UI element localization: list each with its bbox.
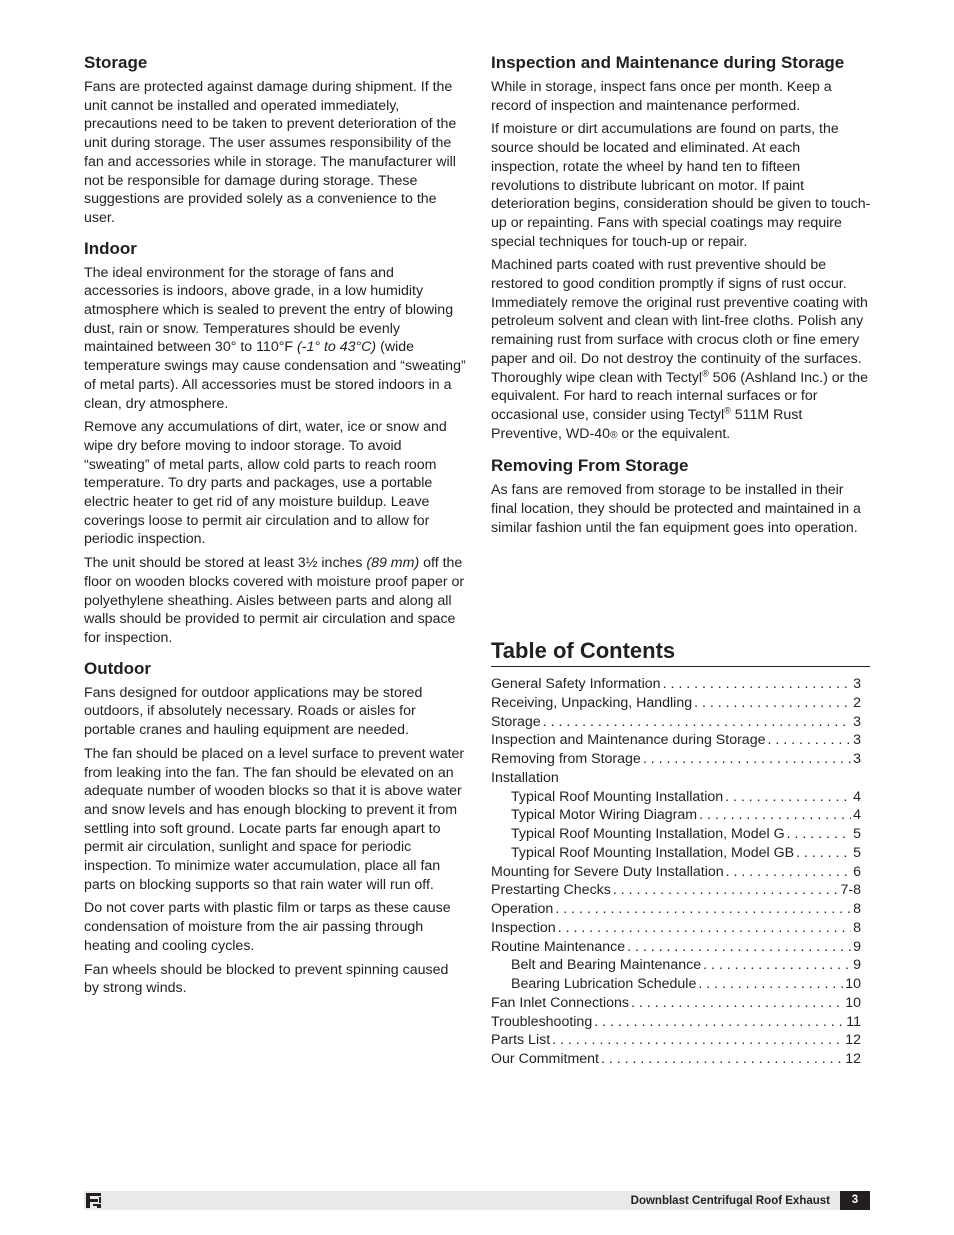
toc-leader-dots — [552, 1031, 843, 1050]
right-column — [491, 52, 871, 542]
toc-entry-label: Receiving, Unpacking, Handling — [491, 694, 693, 711]
toc-entry-page: 11 — [846, 1013, 861, 1030]
toc-entry-page: 7-8 — [840, 882, 861, 899]
toc-leader-dots — [767, 731, 851, 750]
toc-entry-label: Troubleshooting — [491, 1013, 593, 1030]
toc-entry-page: 3 — [853, 713, 861, 730]
toc-entry[interactable] — [491, 863, 861, 882]
toc-entry-page: 12 — [845, 1051, 861, 1067]
toc-leader-dots — [699, 806, 851, 825]
toc-leader-dots — [613, 881, 839, 900]
toc-entry-page: 6 — [853, 863, 861, 880]
toc-entry-label: Storage — [491, 713, 541, 730]
toc-entry-page: 9 — [853, 938, 861, 955]
toc-entry[interactable] — [491, 844, 861, 863]
toc-entry-label: Typical Roof Mounting Installation — [511, 788, 724, 805]
indoor-paragraph-3: The unit should be stored at least 3½ inches (89 mm) off the floor on wooden blocks covered with moisture proof paper or polyethylene sheathing. Aisles between parts and along all walls should be provided to permit air circulation and space for inspection. — [84, 555, 465, 646]
toc-entry-label: Removing from Storage — [491, 751, 641, 767]
greenheck-logo-icon — [84, 1192, 104, 1209]
toc-leader-dots — [643, 750, 851, 769]
toc-entry-label: Belt and Bearing Maintenance — [511, 957, 702, 974]
toc-entry-label: Inspection and Maintenance during Storage — [491, 732, 766, 749]
section-heading-storage: Storage — [84, 53, 148, 72]
toc-entry-label: Typical Roof Mounting Installation, Model GB — [511, 844, 795, 861]
outdoor-paragraph-1: Fans designed for outdoor applications may be stored outdoors, if absolutely necessary. Roads or aisles for portable cranes and hauling equipment are needed. — [84, 684, 423, 739]
toc-entry-page: 8 — [853, 919, 861, 936]
toc-entry-page: 8 — [853, 901, 861, 917]
inspection-paragraph-2: If moisture or dirt accumulations are found on parts, the source should be located and eliminated. At each inspection, rotate the wheel by hand ten to fifteen revolutions to distribute lubricant on motor. If paint deterioration begins, consideration should be given to touch-up or repainting. Fans with special coatings may require special techniques for touch-up or repair. — [491, 121, 871, 250]
section-heading-outdoor: Outdoor — [84, 658, 152, 678]
toc-entry-label: Mounting for Severe Duty Installation — [491, 863, 724, 880]
toc-entry-page: 4 — [853, 788, 861, 805]
toc-entry[interactable] — [491, 769, 861, 788]
indoor-paragraph-2: Remove any accumulations of dirt, water, ice or snow and wipe dry before moving to indoor storage. To avoid “sweating” of metal parts, allow cold parts to reach room temperature. To dry parts and packages, use a portable electric heater to get rid of any moisture buildup. Leave coverings loose to permit air circulation and to allow for periodic inspection. — [84, 419, 447, 548]
toc-leader-dots — [663, 675, 852, 694]
toc-leader-dots — [726, 863, 851, 882]
outdoor-paragraph-4: Fan wheels should be blocked to prevent spinning caused by strong winds. — [84, 961, 449, 997]
toc-entry[interactable] — [491, 919, 861, 938]
removing-paragraph: As fans are removed from storage to be installed in their final location, they should be protected and maintained in a similar fashion until the fan equipment goes into operation. — [491, 482, 861, 536]
toc-leader-dots — [594, 1013, 844, 1032]
toc-entry-label: Operation — [491, 901, 554, 917]
toc-entry-page: 3 — [853, 732, 861, 749]
toc-title: Table of Contents — [491, 638, 870, 667]
toc-entry-page: 10 — [845, 994, 861, 1011]
toc-leader-dots — [631, 994, 843, 1013]
storage-paragraph: Fans are protected against damage during shipment. If the unit cannot be installed and operated immediately, precautions need to be taken to prevent deterioration of the unit during storage. The user assumes responsibility of the fan and accessories while in storage. The manufacturer will not be responsible for damage during storage. These suggestions are provided solely as a convenience to the user. — [84, 79, 457, 226]
toc-entry-page: 4 — [853, 807, 861, 824]
toc-entry-label: Typical Roof Mounting Installation, Model G — [511, 826, 785, 842]
toc-entry[interactable] — [491, 956, 861, 975]
footer-document-title: Downblast Centrifugal Roof Exhaust — [630, 1195, 830, 1207]
toc-entry-page: 12 — [845, 1032, 861, 1049]
toc-entry[interactable] — [491, 731, 861, 750]
indoor-paragraph-1: The ideal environment for the storage of fans and accessories is indoors, above grade, in a low humidity atmosphere which is sealed to prevent the entry of blowing dust, rain or snow. Temperatures should be evenly maintained between 30° to 110°F (-1° to 43°C) (wide temperature swings may cause condensation and “sweating” of metal parts). All accessories must be stored indoors in a clean, dry atmosphere. — [84, 264, 466, 412]
toc-entry-label: Installation — [491, 769, 559, 786]
outdoor-paragraph-2: The fan should be placed on a level surface to prevent water from leaking into the fan. The fan should be elevated on an adequate number of wooden blocks so that it is above water and snow levels and has enough blocking to prevent it from settling into soft ground. Locate parts far enough apart to permit air circulation, sunlight and space for periodic inspection. To minimize water accumulation, place all fan parts on blocking supports so that rain water will run off. — [84, 745, 465, 893]
toc-entry[interactable] — [491, 1013, 861, 1032]
toc-entry-label: Parts List — [491, 1032, 551, 1049]
toc-entry-label: Inspection — [491, 919, 556, 936]
left-column — [84, 52, 466, 1003]
toc-entry-page: 9 — [853, 957, 861, 974]
toc-entry[interactable] — [491, 675, 861, 694]
toc-leader-dots — [703, 956, 851, 975]
toc-entry-page: 2 — [853, 694, 861, 711]
toc-leader-dots — [796, 844, 851, 863]
toc-leader-dots — [787, 825, 851, 844]
toc-entry-page: 5 — [853, 844, 861, 861]
inspection-paragraph-3: Machined parts coated with rust preventive should be restored to good condition promptly if signs of rust occur. Immediately remove the original rust preventive coating with petroleum solvent and clean with lint-free cloths. Polish any remaining rust from surface with crocus cloth or fine emery paper and oil. Do not destroy the continuity of the surfaces. Thoroughly wipe clean with Tectyl® 506 (Ashland Inc.) or the equivalent. For hard to reach internal surfaces or for occasional use, consider using Tectyl® 511M Rust Preventive, WD-40® or the equivalent. — [491, 257, 869, 442]
toc-entry[interactable] — [491, 881, 861, 900]
toc-entry-label: Routine Maintenance — [491, 938, 626, 955]
toc-leader-dots — [725, 788, 851, 807]
section-heading-removing: Removing From Storage — [491, 456, 689, 476]
toc-leader-dots — [698, 975, 843, 994]
toc-leader-dots — [694, 694, 851, 713]
section-heading-indoor: Indoor — [84, 238, 137, 258]
toc-entry[interactable] — [491, 1031, 861, 1050]
toc-entry[interactable] — [491, 975, 861, 994]
inspection-paragraph-1: While in storage, inspect fans once per month. Keep a record of inspection and maintenance performed. — [491, 79, 832, 114]
toc-entry-page: 5 — [853, 826, 861, 842]
toc-entry[interactable] — [491, 938, 861, 957]
toc-leader-dots — [543, 713, 851, 732]
toc-leader-dots — [601, 1050, 843, 1069]
toc-entry[interactable] — [491, 825, 861, 844]
toc-entry[interactable] — [491, 900, 861, 919]
toc-entry[interactable] — [491, 750, 861, 769]
footer-page-number: 3 — [840, 1191, 870, 1210]
toc-entry[interactable] — [491, 806, 861, 825]
toc-entry[interactable] — [491, 994, 861, 1013]
toc-entry-label: Our Commitment — [491, 1051, 599, 1067]
toc-entry-label: Bearing Lubrication Schedule — [511, 976, 697, 992]
section-heading-inspection: Inspection and Maintenance during Storage — [491, 53, 845, 72]
toc-entry[interactable] — [491, 694, 861, 713]
toc-entry[interactable] — [491, 788, 861, 807]
toc-entry-label: Prestarting Checks — [491, 882, 611, 899]
toc-leader-dots — [555, 900, 851, 919]
outdoor-paragraph-3: Do not cover parts with plastic film or tarps as these cause condensation of moisture from the air passing through heating and cooling cycles. — [84, 900, 451, 954]
toc-entry-label: General Safety Information — [491, 676, 661, 692]
toc-entry-page: 3 — [853, 676, 861, 692]
toc-entry-page: 10 — [845, 976, 861, 992]
toc-entry[interactable] — [491, 1050, 861, 1069]
toc-leader-dots — [627, 938, 851, 957]
toc-entry-label: Typical Motor Wiring Diagram — [511, 807, 698, 824]
toc-entry-label: Fan Inlet Connections — [491, 994, 630, 1011]
toc-entry[interactable] — [491, 713, 861, 732]
toc-leader-dots — [558, 919, 851, 938]
toc-list — [491, 675, 861, 1069]
toc-entry-page: 3 — [853, 751, 861, 767]
